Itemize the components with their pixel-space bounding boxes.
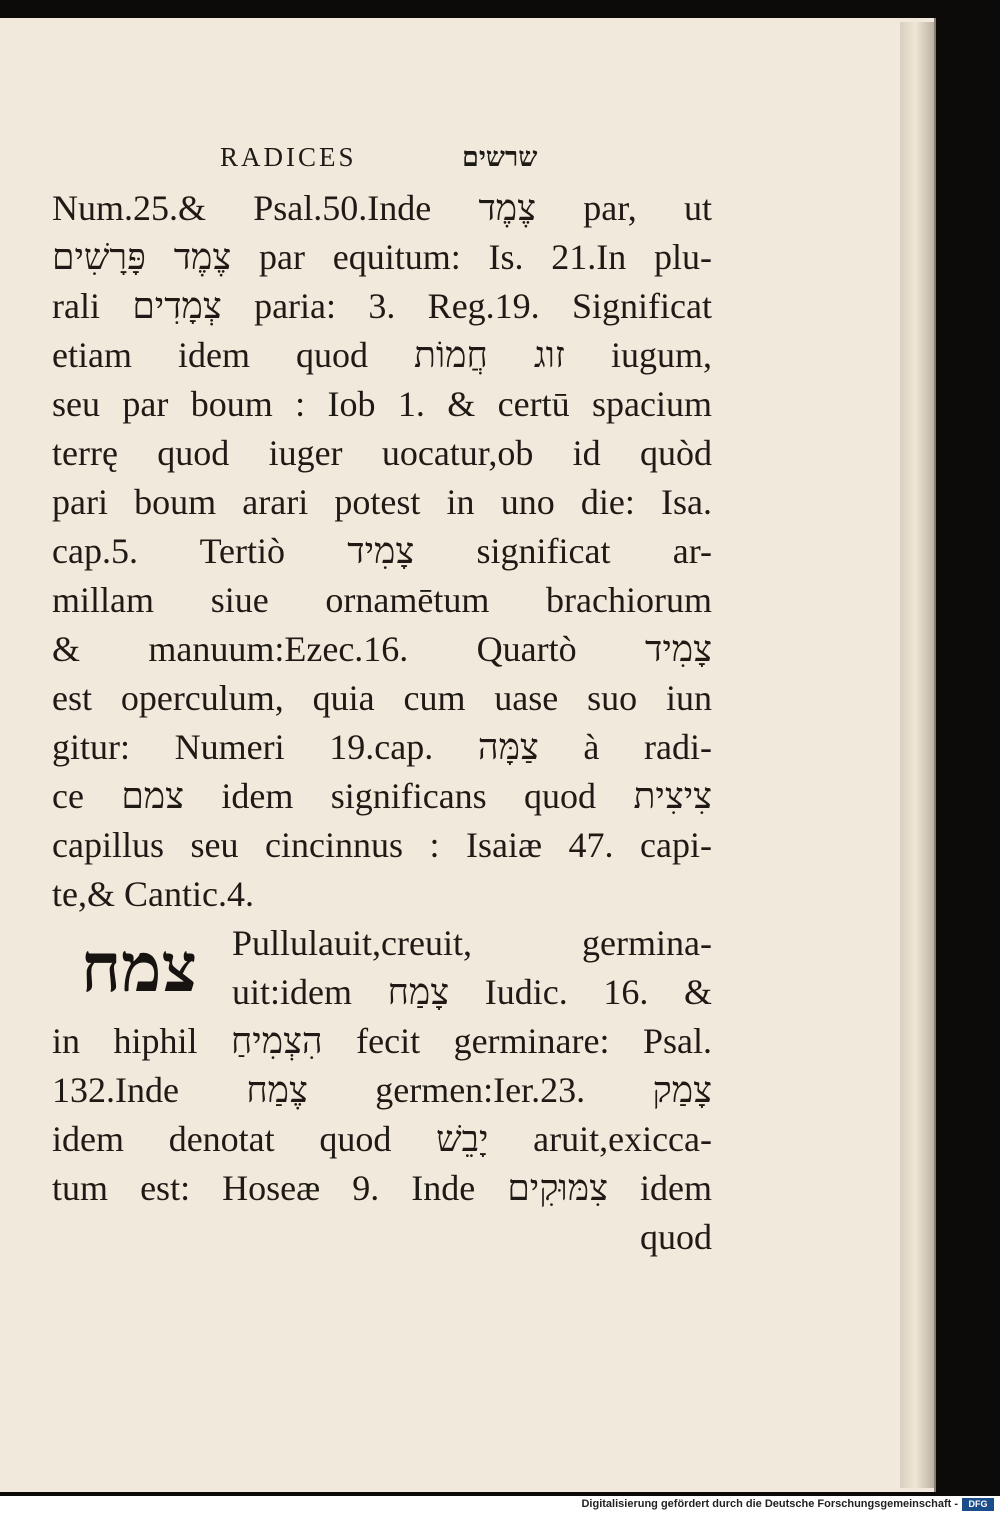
footer-credit: Digitalisierung gefördert durch die Deutsche Forschungsgemeinschaft -: [581, 1498, 958, 1510]
running-head-latin: RADICES: [220, 142, 357, 172]
text-line: צֶמֶד פָּרָשִׁים par equitum: Is. 21.In plu-: [52, 237, 713, 277]
text-line: seu par boum : Iob 1. & certū spacium: [52, 384, 712, 424]
text-line: rali צְמָדִים paria: 3. Reg.19. Significat: [52, 286, 712, 326]
text-line: pari boum arari potest in uno die: Isa.: [52, 482, 712, 522]
entry-line: uit:idem צָמַח Iudic. 16. &: [232, 972, 712, 1012]
text-line: ce צמם idem significans quod צִיצִית: [52, 776, 712, 816]
entry-line: Pullulauit,creuit, germina-: [232, 923, 712, 963]
text-line: Num.25.& Psal.50.Inde צֶמֶד par, ut: [52, 188, 712, 228]
text-line: capillus seu cincinnus : Isaiæ 47. capi-: [52, 825, 712, 865]
entry-line: idem denotat quod יָבֵשׁ aruit,exicca-: [52, 1119, 713, 1159]
footer-bar: [0, 1496, 1000, 1514]
body-text: [52, 184, 712, 1262]
text-line: & manuum:Ezec.16. Quartò צָמִיד: [52, 629, 712, 669]
text-line: te,& Cantic.4.: [52, 874, 254, 914]
text-line: terrę quod iuger uocatur,ob id quòd: [52, 433, 712, 473]
text-line: etiam idem quod זוג חֲמוֹת iugum,: [52, 335, 712, 375]
text-line: millam siue ornamētum brachiorum: [52, 580, 712, 620]
catchword: quod: [640, 1217, 712, 1257]
entry-initial: צמח: [80, 930, 198, 1006]
text-line: gitur: Numeri 19.cap. צַמָּה à radi-: [52, 727, 713, 767]
text-line: est operculum, quia cum uase suo iun: [52, 678, 712, 718]
entry-line: tum est: Hoseæ 9. Inde צִמּוּקִים idem: [52, 1168, 712, 1208]
entry-line: 132.Inde צֶמַח germen:Ier.23. צָמַק: [52, 1070, 712, 1110]
entry-line: in hiphil הִצְמִיחַ fecit germinare: Psal.: [52, 1021, 712, 1061]
dfg-logo: DFG: [962, 1498, 994, 1511]
running-head-hebrew: שרשים: [462, 142, 538, 172]
page-edge: [900, 22, 934, 1488]
text-line: cap.5. Tertiò צָמִיד significat ar-: [52, 531, 712, 571]
